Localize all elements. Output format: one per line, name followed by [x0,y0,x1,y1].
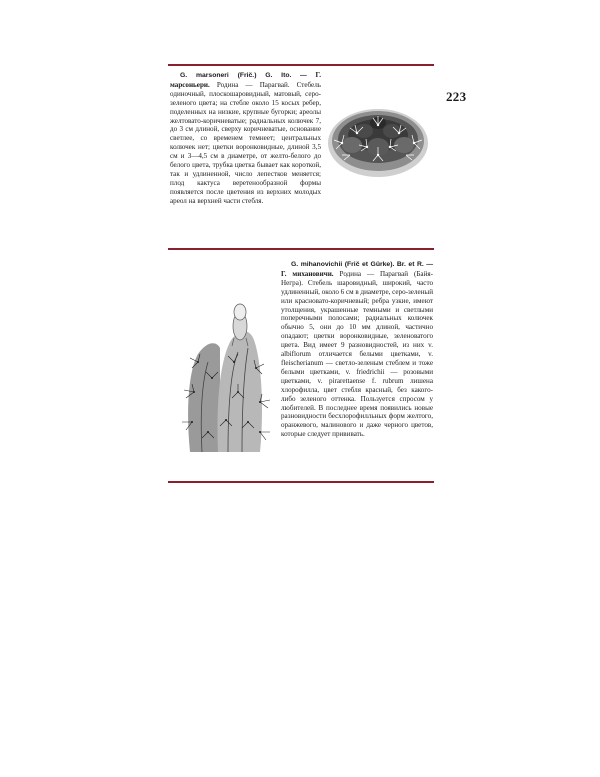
entry-russian-name: Г. михановичи. [281,269,334,278]
entry-description: Родина — Парагвай. Стебель одиночный, плоскошаровидный, матовый, серо-зеленого цвета; на стебле около 15 косых ребер, поделенных на низкие, крупные бугорки; ареолы желтовато-коричневатые; радиальных колючек 7, до 3 см длиной, сверху коричневатые, основание светлее, со временем темнеет; центральных колючек нет; цветки воронковидные, длиной 3,5 см и 3—4,5 см в диаметре, от желто-белого до белого цвета, трубка цветка бывает как короткой, так и удлиненной, число лепестков меняется; плод кактуса веретенообразной формы появляется после цветения из верхних молодых ареол на верхней части стебля. [170,80,321,205]
bottom-rule [168,481,434,483]
entry-mihanovichii: G. mihanovichii (Frič et Gürke). Br. et R. — Г. михановичи. Родина — Парагвай (Байя-Негра). Стебель шаровидный, широкий, часто удлиненный, около 6 см в диаметре, серо-зеленый или красновато-коричневый; ребра узкие, имеют утолщения, украшенные темными и светлыми поперечными полосами; радиальных колючек обычно 5, они до 10 мм длиной, частично опадают; цветки воронковидные, зеленоватого цвета. Вид имеет 9 разновидностей, из них v. albiflorum отличается белыми цветками, v. fleischerianum — светло-зеленым стеблем и тоже белыми цветками, v. friedrichii — розовыми цветками, v. pirarettaense f. rubrum лишена хлорофилла, цвет стебля красный, без какого-либо зеленого оттенка. Пользуется спросом у любителей. В последнее время появились новые разновидности бесхлорофилльных форм желтого, оранжевого, малинового и даже черного цветов, которые следует прививать. [281,261,434,439]
page-number: 223 [446,89,467,104]
entry-latin-name: G. mihanovichii (Frič et Gürke). Br. et R. [291,261,424,268]
middle-rule [168,248,434,250]
entry-russian-name: Г. марсоньери. [170,71,321,89]
cactus-columnar-illustration [168,292,282,460]
entry-description: Родина — Парагвай (Байя-Негра). Стебель шаровидный, широкий, часто удлиненный, около 6 см в диаметре, серо-зеленый или красновато-коричневый; ребра узкие, имеют утолщения, украшенные темными и светлыми поперечными полосами; радиальных колючек обычно 5, они до 10 мм длиной, частично опадают; цветки воронковидные, зеленоватого цвета. Вид имеет 9 разновидностей, из них v. albiflorum отличается белыми цветками, v. fleischerianum — светло-зеленым стеблем и тоже белыми цветками, v. friedrichii — розовыми цветками, v. pirarettaense f. rubrum лишена хлорофилла, цвет стебля красный, без какого-либо зеленого оттенка. Пользуется спросом у любителей. В последнее время появились новые разновидности бесхлорофилльных форм желтого, оранжевого, малинового и даже черного цветов, которые следует прививать. [281,269,434,439]
cactus-globular-illustration [322,85,434,190]
top-rule [168,64,434,66]
entry-marsoneri: G. marsoneri (Frič.) G. Ito. — Г. марсоньери. Родина — Парагвай. Стебель одиночный, плоскошаровидный, матовый, серо-зеленого цвета; на стебле около 15 косых ребер, поделенных на низкие, крупные бугорки; ареолы желтовато-коричневатые; радиальных колючек 7, до 3 см длиной, сверху коричневатые, основание светлее, со временем темнеет; центральных колючек нет; цветки воронковидные, длиной 3,5 см и 3—4,5 см в диаметре, от желто-белого до белого цвета, трубка цветка бывает как короткой, так и удлиненной, число лепестков меняется; плод кактуса веретенообразной формы появляется после цветения из верхних молодых ареол на верхней части стебля. [170,71,321,205]
entry-latin-name: G. marsoneri (Frič.) G. Ito. [180,72,292,79]
